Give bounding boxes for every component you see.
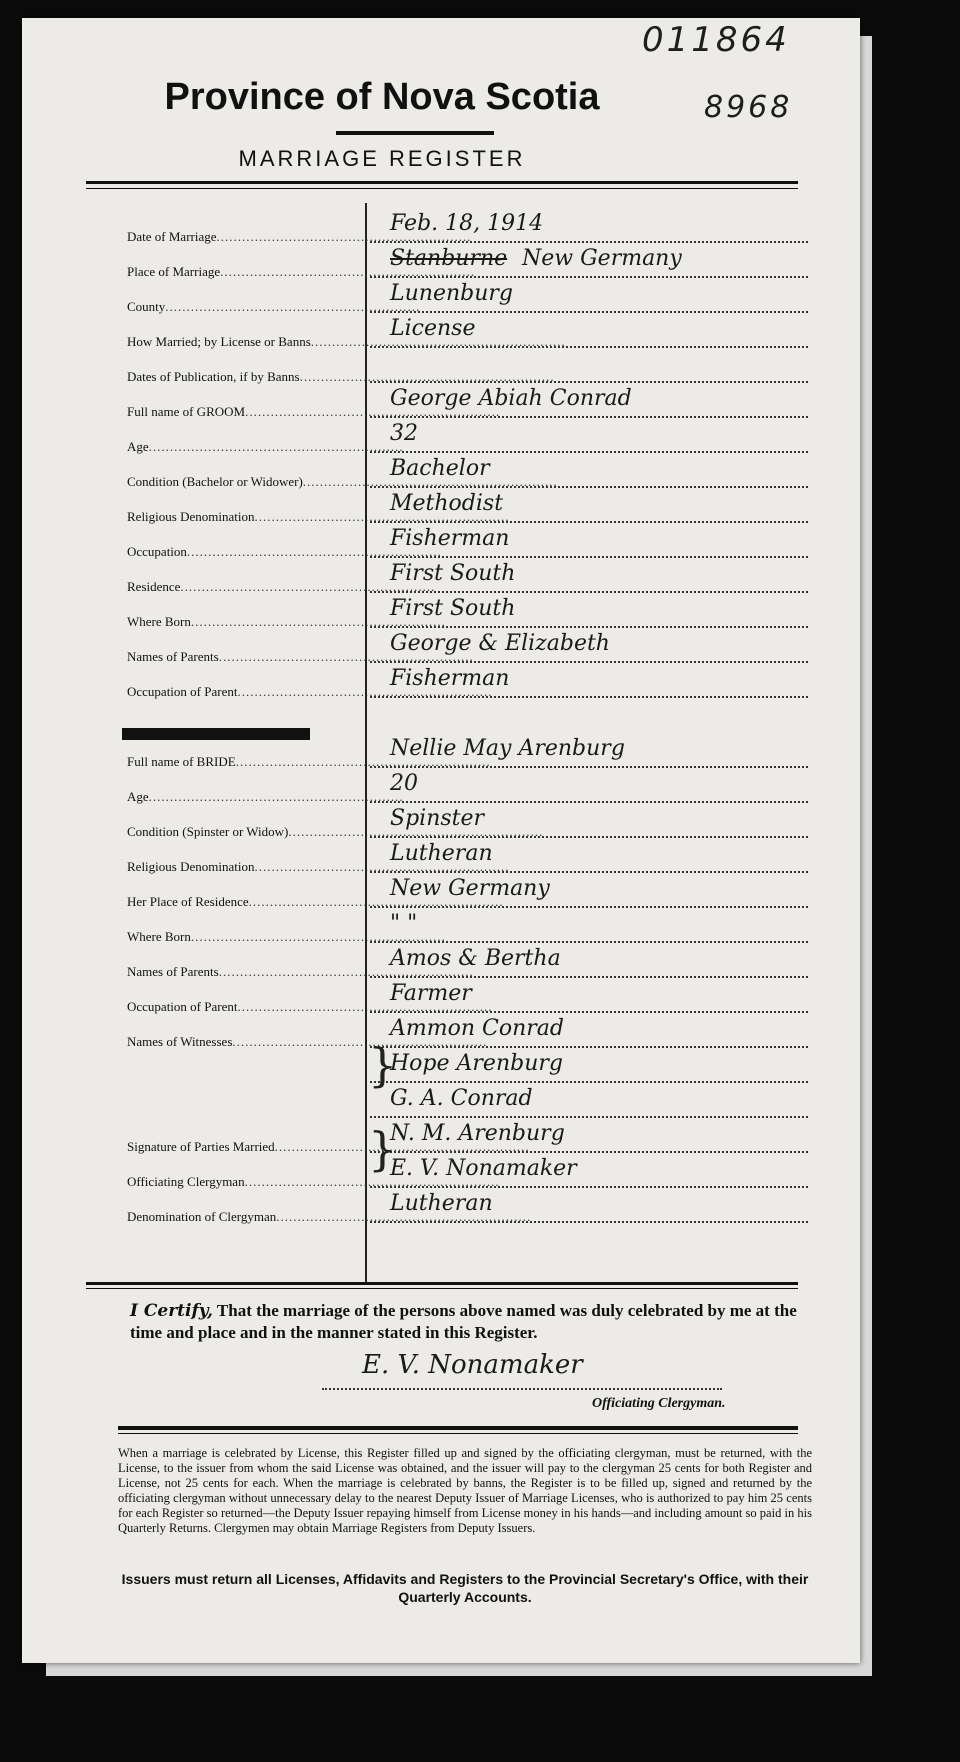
field-value: Lutheran: [390, 841, 493, 866]
field-label-text: Where Born: [127, 614, 191, 629]
fill-line: [370, 941, 808, 943]
register-number: 011864: [642, 20, 790, 60]
fill-line: [370, 906, 808, 908]
issuers-note: Issuers must return all Licenses, Affidavits and Registers to the Provincial Secretary's Office, with their Quarterly Accounts.: [121, 1571, 809, 1605]
fill-line: [370, 801, 808, 803]
field-label-text: Condition (Spinster or Widow): [127, 824, 289, 839]
field-label-text: Occupation of Parent: [127, 999, 238, 1014]
fill-line: [370, 416, 808, 418]
field-value: " ": [390, 911, 418, 936]
field-value: N. M. Arenburg: [390, 1121, 565, 1146]
leader-dots: ............................................................: [288, 824, 544, 839]
field-label: [127, 544, 442, 560]
fill-line: [370, 381, 808, 383]
field-label: [127, 684, 493, 700]
field-label: [127, 404, 501, 420]
signature-line: [322, 1388, 722, 1390]
field-value: Fisherman: [390, 666, 510, 691]
fill-line: [370, 1046, 808, 1048]
leader-dots: ............................................................: [218, 649, 474, 664]
field-value: G. A. Conrad: [390, 1086, 533, 1111]
field-label-text: Age: [127, 439, 149, 454]
fill-line: [370, 766, 808, 768]
title-divider: [336, 131, 494, 135]
leader-dots: ............................................................: [190, 929, 446, 944]
instructions-paragraph: When a marriage is celebrated by License, this Register filled up and signed by the officiating clergyman, must be returned, with the License, to the issuer from whom the said License was obtained, and the issuer will pay to the clergyman 25 cents for both Register and License, not 25 cents for each. When the marriage is celebrated by banns, the Register is to be filled up, signed and returned by the officiating clergyman without unnecessary delay to the nearest Deputy Issuer of Marriage Licenses, who is authorized to pay him 25 cents for each Register so returned—the Deputy Issuer repaying himself from License money in his hands—and including amount so paid in his Quarterly Returns. Clergymen may obtain Marriage Registers from Deputy Issuers.: [118, 1446, 812, 1535]
field-label-text: Dates of Publication, if by Banns: [127, 369, 300, 384]
signatures-brace: }: [368, 1122, 398, 1176]
fill-line: [370, 1011, 808, 1013]
field-value: Methodist: [390, 491, 504, 516]
field-label: [127, 264, 476, 280]
field-label-text: Full name of BRIDE: [127, 754, 236, 769]
fill-line: [370, 1081, 808, 1083]
leader-dots: ............................................................: [186, 544, 442, 559]
clergyman-signature: E. V. Nonamaker: [362, 1350, 583, 1380]
field-label: [127, 1174, 500, 1190]
fill-line: [370, 241, 808, 243]
file-number: 8968: [704, 90, 793, 125]
field-label: [127, 1034, 488, 1050]
field-label-text: Date of Marriage: [127, 229, 217, 244]
leader-dots: ............................................................: [190, 614, 446, 629]
leader-dots: ............................................................: [237, 999, 493, 1014]
leader-dots: ............................................................: [276, 1209, 532, 1224]
footer-rule: [118, 1426, 798, 1430]
fields-end-rule: [86, 1282, 798, 1285]
footer-rule-thin: [118, 1433, 798, 1434]
field-label: [127, 229, 472, 245]
field-value: New Germany: [390, 876, 550, 901]
page-title: Province of Nova Scotia: [164, 76, 600, 118]
field-label-text: How Married; by License or Banns: [127, 334, 311, 349]
field-label: [127, 929, 446, 945]
field-label-text: Religious Denomination: [127, 859, 255, 874]
field-value: Spinster: [390, 806, 485, 831]
leader-dots: ............................................................: [299, 369, 555, 384]
leader-dots: ............................................................: [245, 404, 501, 419]
fill-line: [370, 661, 808, 663]
field-label: [127, 859, 510, 875]
field-value: Fisherman: [390, 526, 510, 551]
certify-lead: I Certify,: [130, 1301, 213, 1321]
field-value: First South: [390, 561, 516, 586]
field-value: Farmer: [390, 981, 472, 1006]
field-label-text: Officiating Clergyman: [127, 1174, 245, 1189]
leader-dots: ............................................................: [244, 1174, 500, 1189]
field-label-text: Place of Marriage: [127, 264, 221, 279]
fill-line: [370, 521, 808, 523]
redacted-bar: [122, 728, 310, 740]
leader-dots: ............................................................: [148, 789, 404, 804]
field-value: Bachelor: [390, 456, 490, 481]
certification: [130, 1300, 820, 1343]
fill-line: [370, 1221, 808, 1223]
field-label: [127, 824, 544, 840]
witnesses-brace: }: [368, 1038, 398, 1092]
field-label-text: Occupation of Parent: [127, 684, 238, 699]
field-label: [127, 1209, 532, 1225]
leader-dots: ............................................................: [165, 299, 421, 314]
fill-line: [370, 1186, 808, 1188]
fill-line: [370, 626, 808, 628]
field-label: [127, 999, 493, 1015]
field-label-text: Full name of GROOM: [127, 404, 246, 419]
fill-line: [370, 346, 808, 348]
fill-line: [370, 311, 808, 313]
field-value: New Germany: [522, 246, 682, 271]
field-label: [127, 789, 404, 805]
leader-dots: ............................................................: [254, 509, 510, 524]
field-value: First South: [390, 596, 516, 621]
fill-line: [370, 276, 808, 278]
field-label: [127, 299, 421, 315]
leader-dots: ............................................................: [254, 859, 510, 874]
field-label: [127, 474, 558, 490]
field-label-text: Residence: [127, 579, 181, 594]
fill-line: [370, 836, 808, 838]
field-label: [127, 614, 446, 630]
register-form: [22, 18, 860, 1663]
leader-dots: ............................................................: [237, 684, 493, 699]
field-value: Lunenburg: [390, 281, 513, 306]
field-label: [127, 334, 566, 350]
leader-dots: ............................................................: [310, 334, 566, 349]
leader-dots: ............................................................: [180, 579, 436, 594]
field-label-text: Denomination of Clergyman: [127, 1209, 277, 1224]
field-label-text: County: [127, 299, 166, 314]
field-label: [127, 754, 491, 770]
leader-dots: ............................................................: [235, 754, 491, 769]
field-label-text: Names of Witnesses: [127, 1034, 233, 1049]
fill-line: [370, 1151, 808, 1153]
leader-dots: ............................................................: [216, 229, 472, 244]
fill-line: [370, 591, 808, 593]
leader-dots: ............................................................: [248, 894, 504, 909]
field-value: George Abiah Conrad: [390, 386, 632, 411]
field-value: Feb. 18, 1914: [390, 211, 544, 236]
fill-line: [370, 976, 808, 978]
field-label: [127, 509, 510, 525]
field-label-text: Age: [127, 789, 149, 804]
field-label: [127, 1139, 530, 1155]
field-label-text: Occupation: [127, 544, 187, 559]
leader-dots: ............................................................: [302, 474, 558, 489]
field-label: [127, 649, 474, 665]
field-value: Lutheran: [390, 1191, 493, 1216]
fill-line: [370, 871, 808, 873]
leader-dots: ............................................................: [218, 964, 474, 979]
field-value: Amos & Bertha: [390, 946, 561, 971]
page-subtitle: MARRIAGE REGISTER: [238, 146, 526, 171]
column-divider: [365, 203, 367, 1283]
header-rule-thin: [86, 188, 798, 189]
field-label-text: Her Place of Residence: [127, 894, 249, 909]
field-label: [127, 964, 474, 980]
field-label-text: Condition (Bachelor or Widower): [127, 474, 303, 489]
fill-line: [370, 696, 808, 698]
field-value: George & Elizabeth: [390, 631, 610, 656]
fill-line: [370, 556, 808, 558]
field-label-text: Signature of Parties Married: [127, 1139, 275, 1154]
struck-value: Stanburne: [390, 246, 508, 271]
field-label-text: Where Born: [127, 929, 191, 944]
leader-dots: ............................................................: [232, 1034, 488, 1049]
field-value: Nellie May Arenburg: [390, 736, 625, 761]
field-label: [127, 579, 436, 595]
field-value: Hope Arenburg: [390, 1051, 563, 1076]
signature-caption: Officiating Clergyman.: [592, 1396, 726, 1411]
fill-line: [370, 486, 808, 488]
leader-dots: ............................................................: [274, 1139, 530, 1154]
field-value: Ammon Conrad: [390, 1016, 564, 1041]
field-label: [127, 894, 504, 910]
fill-line: [370, 451, 808, 453]
field-label-text: Religious Denomination: [127, 509, 255, 524]
field-value: E. V. Nonamaker: [390, 1156, 577, 1181]
leader-dots: ............................................................: [148, 439, 404, 454]
field-value: License: [390, 316, 476, 341]
header-rule: [86, 181, 798, 184]
field-label-text: Names of Parents: [127, 649, 219, 664]
field-value: 32: [390, 421, 418, 446]
field-value: 20: [390, 771, 418, 796]
field-label: [127, 369, 555, 385]
certify-text: That the marriage of the persons above named was duly celebrated by me at the time and place and in the manner stated in this Register.: [130, 1301, 797, 1342]
field-label: [127, 439, 404, 455]
leader-dots: ............................................................: [220, 264, 476, 279]
fill-line: [370, 1116, 808, 1118]
fields-end-rule-thin: [86, 1288, 798, 1289]
field-label-text: Names of Parents: [127, 964, 219, 979]
